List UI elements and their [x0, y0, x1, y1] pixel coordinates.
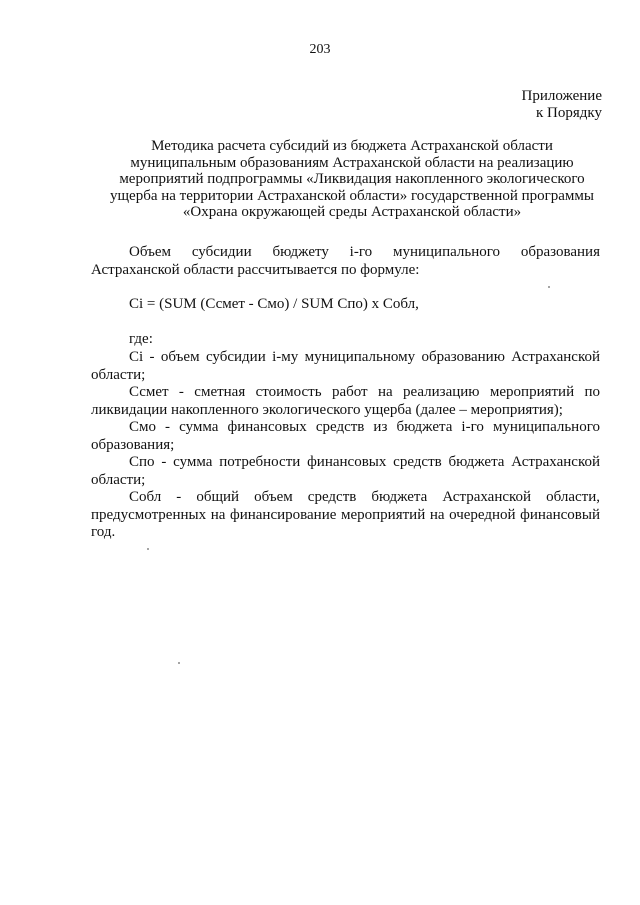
- definition-rest: области;: [91, 366, 146, 383]
- definition-line: Спо - сумма потребности финансовых средств бюджета Астраханской: [129, 454, 600, 470]
- title-line-5: «Охрана окружающей среды Астраханской области»: [182, 204, 522, 220]
- definition-item: [91, 419, 600, 454]
- definition-item: [91, 384, 600, 419]
- definition-item: [91, 349, 600, 384]
- appendix-line-2: к Порядку: [536, 105, 602, 121]
- title-line-1: Методика расчета субсидий из бюджета Астраханской области: [151, 138, 553, 154]
- page-number: 203: [309, 42, 331, 57]
- document-title: [92, 138, 612, 221]
- definition-line: Ссмет - сметная стоимость работ на реализацию мероприятий по: [129, 384, 600, 400]
- definition-rest: ликвидации накопленного экологического ущерба (далее – мероприятия);: [91, 401, 563, 418]
- definition-rest: образования;: [91, 436, 175, 453]
- scan-speck: [147, 548, 149, 550]
- where-label: где:: [129, 331, 153, 347]
- title-line-2: муниципальным образованиям Астраханской области на реализацию: [130, 154, 574, 171]
- definition-line: Смо - сумма финансовых средств из бюджета i-го муниципального: [129, 419, 600, 435]
- scan-speck: [548, 286, 550, 288]
- intro-line-2: Астраханской области рассчитывается по формуле:: [91, 261, 420, 278]
- appendix-line-1: Приложение: [521, 88, 602, 104]
- title-line-4: ущерба на территории Астраханской области» государственной программы: [110, 187, 594, 204]
- definition-item: [91, 454, 600, 489]
- appendix-heading: [521, 88, 602, 122]
- definition-line: Ci - объем субсидии i-му муниципальному образованию Астраханской: [129, 349, 600, 365]
- title-line-3: мероприятий подпрограммы «Ликвидация накопленного экологического: [119, 171, 585, 187]
- definition-rest: области;: [91, 471, 146, 488]
- formula: Ci = (SUM (Ссмет - Смо) / SUM Спо) x Собл,: [129, 296, 419, 312]
- definition-line: Собл - общий объем средств бюджета Астраханской области,: [129, 489, 600, 505]
- definition-rest: предусмотренных на финансирование мероприятий на очередной финансовый год.: [91, 506, 600, 540]
- intro-paragraph: [91, 244, 600, 279]
- definitions-list: [91, 349, 600, 542]
- definition-item: [91, 489, 600, 542]
- scan-speck: [178, 662, 180, 664]
- intro-line-1: Объем субсидии бюджету i-го муниципального образования: [129, 244, 600, 260]
